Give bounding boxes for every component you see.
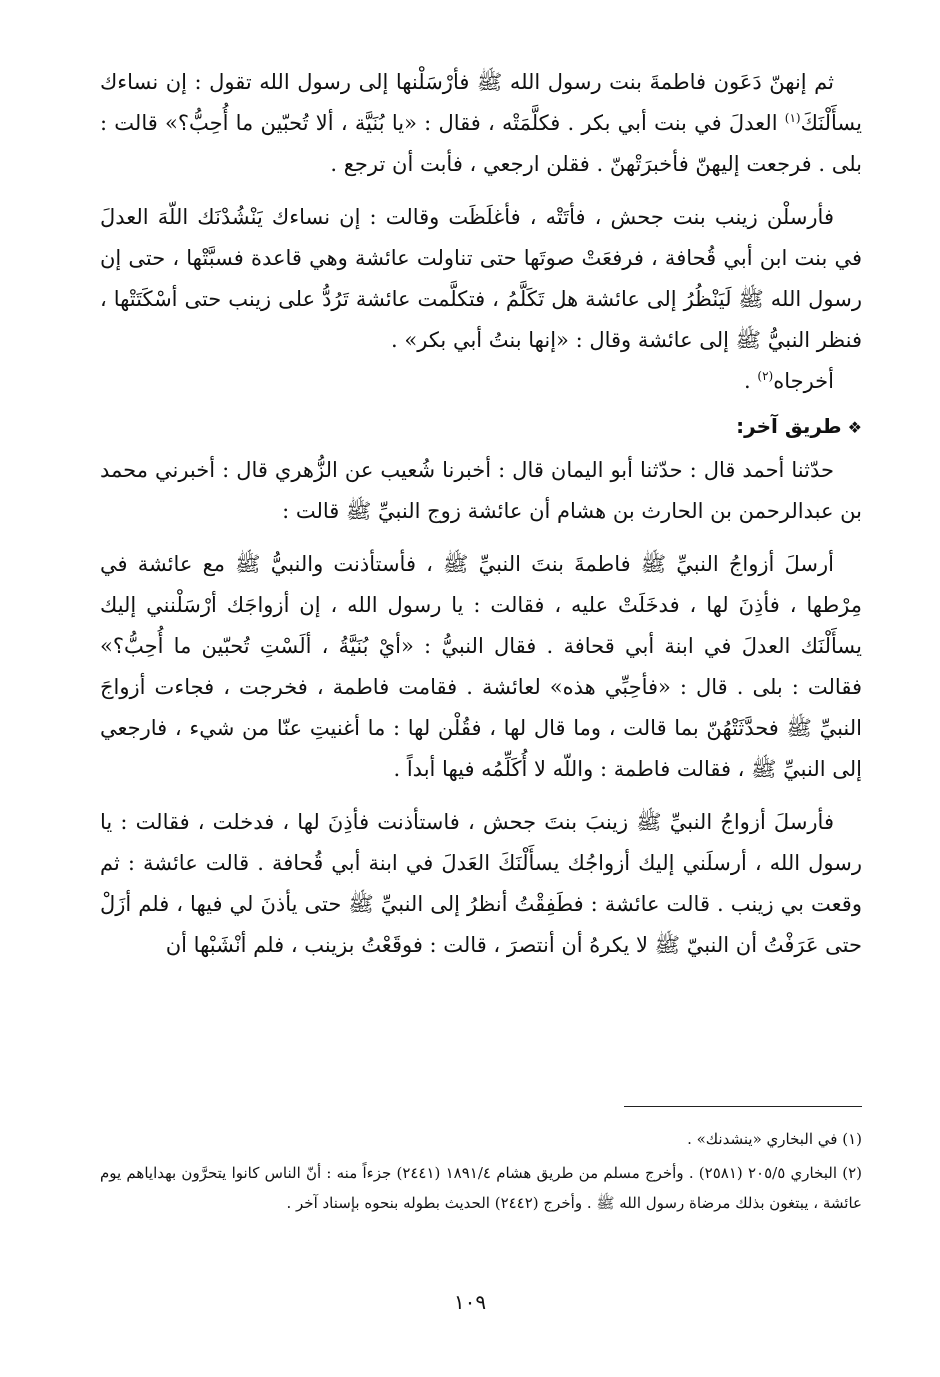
- paragraph-2: فأرسلْن زينب بنت جحش ، فأتَتْه ، فأغلَظَت وقالت : إن نساءك يَنْشُدْنَك اللّهَ العدلَ في بنت ابن أبي قُحافة ، فرفعَتْ صوتَها حتى تناولت عائشة وهي قاعدة فسبَّتْها ، حتى إن رسول الله ﷺ لَيَنْظُرُ إلى عائشة هل تَكَلَّمُ ، فتكلَّمت عائشة تَرُدُّ على زينب حتى أسْكَتَتْها ، فنظر النبيُّ ﷺ إلى عائشة وقال : «إنها بنتُ أبي بكر» .: [100, 205, 862, 352]
- main-text: [100, 62, 862, 966]
- footnote-1: (١) في البخاري «ينشدنك» .: [687, 1130, 862, 1148]
- footnote-ref-1: (١): [784, 111, 801, 125]
- footnote-ref-2: (٢): [757, 369, 774, 383]
- diamond-icon: ❖: [847, 418, 862, 437]
- paragraph-5: أرسلَ أزواجُ النبيِّ ﷺ فاطمةَ بنتَ النبيِّ ﷺ ، فأستأذنت والنبيُّ ﷺ مع عائشة في مِرْطها ، فأذِنَ لها ، فدخَلَتْ عليه ، فقالت : يا رسول الله ، إن أزواجَك أرْسَلْنني إليك يسأَلْنَك العدلَ في ابنة أبي قحافة . فقال النبيُّ : «أيْ بُنَيَّةُ ، ألَسْتِ تُحبّين ما أُحِبُّ؟» فقالت : بلى . قال : «فأحِبِّي هذه» لعائشة . فقامت فاطمة ، فخرجت ، فجاءت أزواجَ النبيِّ ﷺ فحدَّثَتْهُنّ بما قالت ، وما قال لها ، فقُلْن لها : ما أغنيتِ عنّا من شيء ، فارجعي إلى النبيِّ ﷺ ، فقالت فاطمة : واللّه لا أُكَلِّمُه فيها أبداً .: [100, 552, 862, 781]
- paragraph-4: حدّثنا أحمد قال : حدّثنا أبو اليمان قال : أخبرنا شُعيب عن الزُّهري قال : أخبرني محمد بن عبدالرحمن بن الحارث بن هشام أن عائشة زوج النبيِّ ﷺ قالت :: [100, 458, 862, 523]
- page-number: ١٠٩: [453, 1290, 487, 1314]
- section-heading: [100, 406, 862, 448]
- paragraph-3-text-b: .: [744, 369, 758, 393]
- paragraph-1-text-b: العدلَ في بنت أبي بكر . فكلَّمَتْه ، فقال : «يا بُنَيَّة ، ألا تُحبّين ما أُحِبُّ؟» قالت : بلى . فرجعت إليهنّ فأخبرَتْهنّ . فقلن ارجعي ، فأبت أن ترجع .: [100, 111, 862, 176]
- footnotes: [100, 1124, 862, 1222]
- paragraph-3: [100, 361, 862, 402]
- paragraph-1-text-a: ثم إنهنّ دَعَون فاطمةَ بنت رسول الله ﷺ فأرْسَلْنها إلى رسول الله تقول : إن نساءك يسأَلْنَكَ: [100, 70, 862, 135]
- footnote-divider: [624, 1106, 862, 1107]
- section-heading-text: طريق آخر:: [736, 414, 842, 438]
- paragraph-6: فأرسلَ أزواجُ النبيِّ ﷺ زينبَ بنتَ جحش ، فاستأذنت فأذِنَ لها ، فدخلت ، فقالت : يا رسول الله ، أرسلَني إليك أزواجُك يسأَلْنَكَ العَدلَ في ابنة أبي قُحافة . قالت عائشة : ثم وقعت بي زينب . قالت عائشة : فطَفِقْتُ أنظرُ إلى النبيِّ ﷺ حتى يأذنَ لي فيها ، فلم أزَلْ حتى عَرَفْتُ أن النبيّ ﷺ لا يكرهُ أن أنتصرَ ، قالت : فوقَعْتُ بزينب ، فلم أنْشَبْها أن: [100, 810, 862, 957]
- footnote-2: (٢) البخاري ٢٠٥/٥ (٢٥٨١) . وأخرج مسلم من طريق هشام ١٨٩١/٤ (٢٤٤١) جزءاً منه : أنّ الناس كانوا يتحرَّون بهداياهم يوم عائشة ، يبتغون بذلك مرضاة رسول الله ﷺ . وأخرج (٢٤٤٢) الحديث بطوله بنحوه بإسناد آخر .: [100, 1164, 862, 1212]
- paragraph-3-text-a: أخرجاه: [773, 369, 834, 393]
- paragraph-1: [100, 62, 862, 185]
